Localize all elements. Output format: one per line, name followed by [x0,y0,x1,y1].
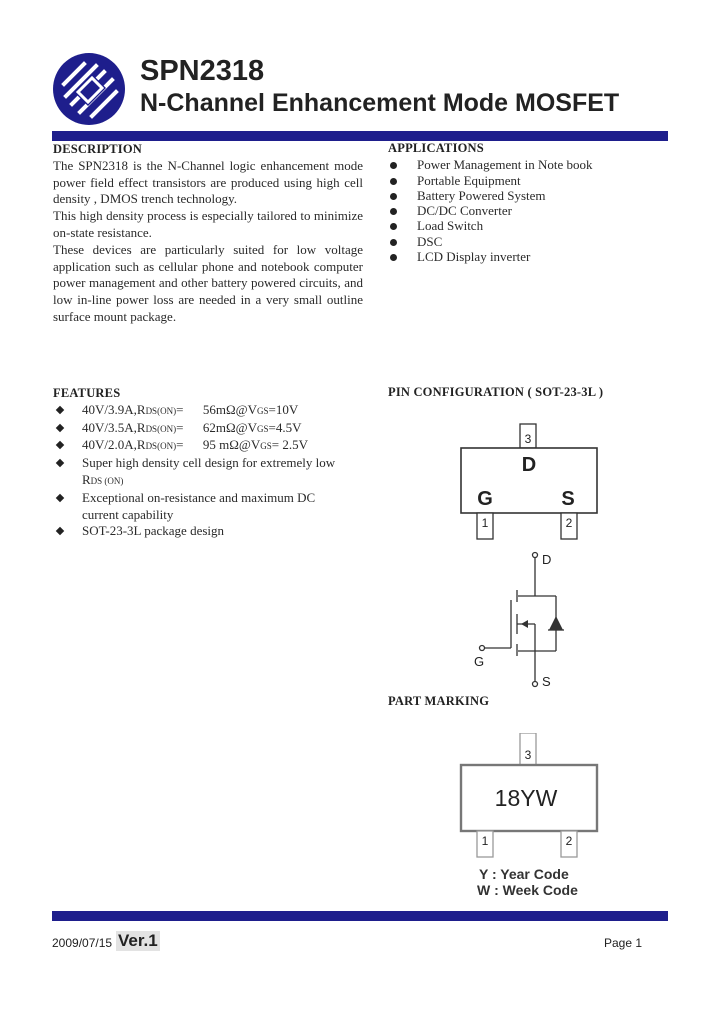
description-paragraph: The SPN2318 is the N-Channel logic enhancement mode power field effect transistors are produced using high cell density , DMOS trench technology. [53,157,363,207]
pin-1-label: 1 [481,516,489,530]
description-section [53,141,363,326]
applications-list [388,157,678,264]
marking-code: 18YW [494,785,558,811]
marking-pin-3-label: 3 [524,748,532,762]
source-label: S [561,488,575,510]
company-logo [52,52,126,126]
drain-label: D [521,454,537,476]
description-paragraph: These devices are particularly suited for low voltage application such as cellular phone and notebook computer power management and other battery powered circuits, and low in-line power loss are needed in a very small outline surface mount package. [53,241,363,324]
year-code-legend: Y : Year Code [479,866,569,882]
pin-3-label: 3 [524,432,532,446]
features-section [53,385,353,540]
list-item: DSC [388,234,678,249]
list-item: 40V/2.0A,RDS(ON)= 95 mΩ@VGS= 2.5V [53,437,353,455]
schematic-source-label: S [542,674,551,689]
marking-pin-1-label: 1 [481,834,489,848]
mosfet-schematic [465,548,585,693]
features-list [53,402,353,540]
list-item: 40V/3.5A,RDS(ON)= 62mΩ@VGS=4.5V [53,420,353,438]
list-item: Exceptional on-resistance and maximum DC current capability [53,490,353,524]
footer-divider-band [52,911,668,921]
week-code-legend: W : Week Code [477,882,578,898]
applications-section [388,141,678,264]
schematic-gate-label: G [474,654,485,669]
pin-config-heading: PIN CONFIGURATION ( SOT-23-3L ) [388,385,604,399]
footer-page-number: Page 1 [604,936,643,950]
list-item: Super high density cell design for extremely low RDS (ON) [53,455,353,490]
footer-date: 2009/07/15 [52,936,113,950]
pin-2-label: 2 [565,516,573,530]
list-item: LCD Display inverter [388,249,678,264]
description-heading: DESCRIPTION [53,142,143,156]
footer-version: Ver.1 [118,931,158,950]
marking-pin-2-label: 2 [565,834,573,848]
sot23-pin-diagram [455,420,605,545]
list-item: SOT-23-3L package design [53,523,353,540]
document-title [140,56,619,118]
description-paragraph: This high density process is especially tailored to minimize on-state resistance. [53,208,363,240]
list-item: 40V/3.9A,RDS(ON)= 56mΩ@VGS=10V [53,402,353,420]
part-subtitle: N-Channel Enhancement Mode MOSFET [140,89,620,117]
gate-label: G [477,488,493,510]
list-item: Power Management in Note book [388,157,678,172]
list-item: Battery Powered System [388,188,678,203]
header-divider-band [52,131,668,141]
part-marking-diagram [455,733,605,903]
list-item: DC/DC Converter [388,203,678,218]
applications-heading: APPLICATIONS [388,141,484,155]
schematic-drain-label: D [542,552,552,567]
list-item: Portable Equipment [388,173,678,188]
part-number: SPN2318 [140,55,265,87]
part-marking-heading: PART MARKING [388,694,490,708]
features-heading: FEATURES [53,386,121,400]
list-item: Load Switch [388,218,678,233]
